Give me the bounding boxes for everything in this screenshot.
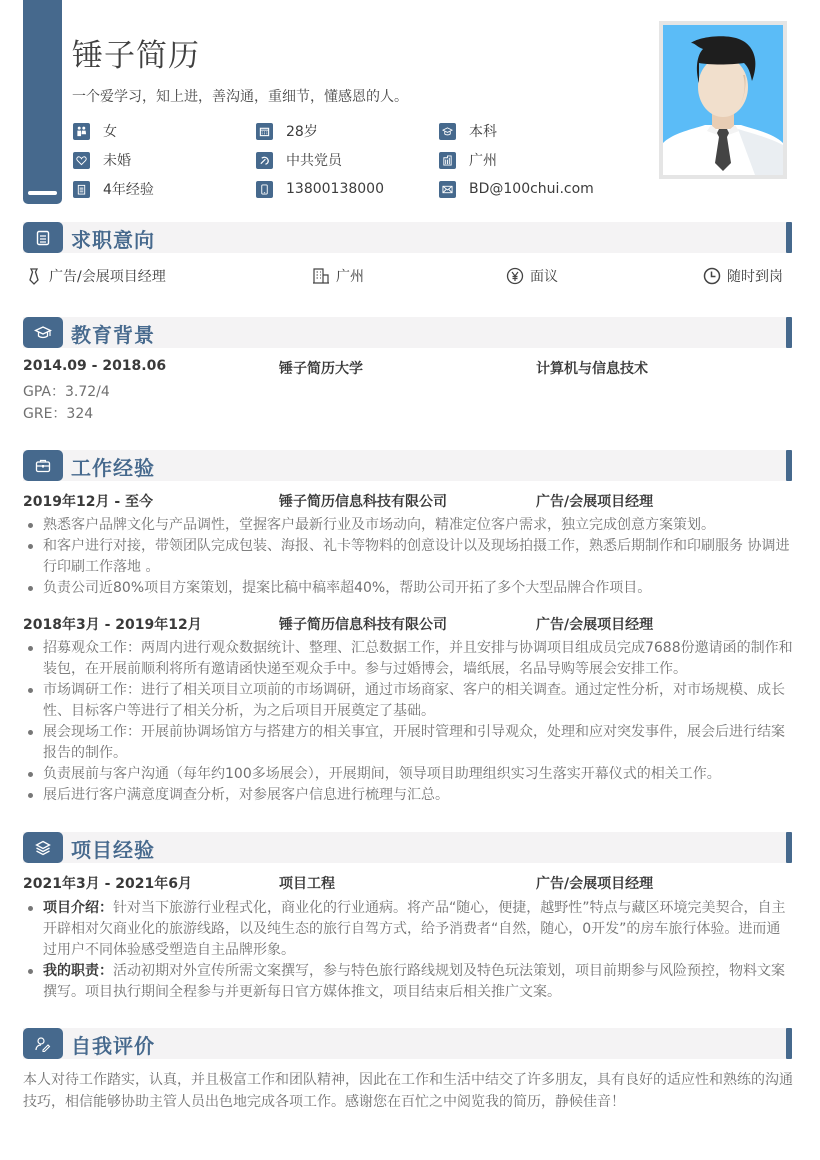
project-name: 项目工程 [279,876,335,892]
building-icon [312,267,330,285]
accent-dash [28,191,57,195]
section-title: 工作经验 [71,456,155,480]
job-row-2 [23,614,792,634]
intent-city: 广州 [312,265,364,287]
heart-icon [73,152,90,169]
self-evaluation-text: 本人对待工作踏实，认真，并且极富工作和团队精神，因此在工作和生活中结交了许多朋友，具有良好的适应性和熟练的沟通技巧，相信能够协助主管人员出色地完成各项工作。感谢您在百忙之中阅览我的简历，静候佳音！ [23,1072,793,1110]
graduation-cap-icon [23,317,63,348]
list-item: 招募观众工作：两周内进行观众数据统计、整理、汇总数据工作，并且安排与协调项目组成员完成7688份邀请函的制作和装包，在开展前顺利将所有邀请函快递至观众手中。参与过婚博会，墙纸展，名品导购等展会安排工作。 [23,638,793,680]
job-period: 2019年12月 - 至今 [23,494,154,510]
education-gpa: GPA：3.72/4 [23,384,110,400]
section-header-education [23,317,792,348]
info-experience: 4年经验 [73,178,154,200]
info-marital: 未婚 [73,149,131,171]
intent-availability: 随时到岗 [703,265,783,287]
project-bullets [23,898,793,1003]
info-politics: 中共党员 [256,149,342,171]
building-icon [439,152,456,169]
info-degree: 本科 [439,120,497,142]
list-item: 负责展前与客户沟通（每年约100多场展会），开展期间，领导项目助理组织实习生落实开幕仪式的相关工作。 [23,764,793,785]
job-company: 锤子简历信息科技有限公司 [279,617,447,633]
info-city: 广州 [439,149,497,171]
list-item: 熟悉客户品牌文化与产品调性，堂握客户最新行业及市场动向，精准定位客户需求，独立完成创意方案策划。 [23,515,793,536]
left-accent-bar [23,0,62,204]
job-position: 广告/会展项目经理 [536,617,654,633]
education-major: 计算机与信息技术 [536,361,648,377]
project-position: 广告/会展项目经理 [536,876,654,892]
list-item: 项目介绍：针对当下旅游行业程式化，商业化的行业通病。将产品“随心，便捷，越野性”特点与藏区环境完美契合，自主开辟相对欠商业化的旅游线路，以及纯生态的旅行自驾方式，给予消费者“自然，随心，0开发”的房车旅行体验。进而通过用户不同体验感受塑造自主品牌形象。 [23,898,793,961]
job-row-1 [23,491,792,511]
phone-number[interactable]: 13800138000 [286,181,384,197]
section-end-bar [786,317,792,348]
bullet-label: 项目介绍： [43,900,113,916]
section-end-bar [786,1028,792,1059]
bullet-label: 我的职责： [43,963,113,979]
list-item: 我的职责：活动初期对外宣传所需文案撰写，参与特色旅行路线规划及特色玩法策划，项目前期参与风险预控，物料文案撰写。项目执行期间全程参与并更新每日官方媒体推文，项目结束后相关推广文案。 [23,961,793,1003]
project-row [23,873,792,893]
clock-icon [703,267,721,285]
intent-position: 广告/会展项目经理 [25,265,166,287]
job-1-bullets [23,515,793,599]
section-header-intent [23,222,792,253]
info-age: 28岁 [256,120,318,142]
clipboard-icon [73,181,90,198]
section-title: 求职意向 [71,228,155,252]
section-end-bar [786,832,792,863]
clipboard-icon [23,222,63,253]
list-item: 和客户进行对接，带领团队完成包装、海报、礼卡等物料的创意设计以及现场拍摄工作，熟悉后期制作和印刷服务 协调进行印刷工作落地 。 [23,536,793,578]
profile-photo [659,21,787,179]
layers-icon [23,832,63,863]
info-gender: 女 [73,120,117,142]
job-period: 2018年3月 - 2019年12月 [23,617,202,633]
briefcase-icon [23,450,63,481]
intent-salary: 面议 [506,265,558,287]
education-school: 锤子简历大学 [279,361,363,377]
list-item: 展会现场工作：开展前协调场馆方与搭建方的相关事宜，开展时管理和引导观众，处理和应对突发事件，展会后进行结案报告的制作。 [23,722,793,764]
section-header-project [23,832,792,863]
calendar-icon [256,123,273,140]
education-gre: GRE：324 [23,406,94,422]
info-phone [256,178,384,200]
education-period: 2014.09 - 2018.06 [23,358,167,374]
mail-icon [439,181,456,198]
graduation-icon [439,123,456,140]
list-item: 展后进行客户满意度调查分析，对参展客户信息进行梳理与汇总。 [23,785,793,806]
job-company: 锤子简历信息科技有限公司 [279,494,447,510]
job-2-bullets [23,638,793,806]
yen-icon [506,267,524,285]
list-item: 市场调研工作：进行了相关项目立项前的市场调研，通过市场商家、客户的相关调查。通过定性分析，对市场规模、成长性、目标客户等进行了相关分析，为之后项目开展奠定了基础。 [23,680,793,722]
project-period: 2021年3月 - 2021年6月 [23,876,192,892]
section-title: 自我评价 [71,1034,155,1058]
job-intent-row [25,265,785,287]
section-header-work [23,450,792,481]
resume-name: 锤子简历 [72,38,200,74]
email-address[interactable]: BD@100chui.com [469,181,594,197]
gender-icon [73,123,90,140]
user-edit-icon [23,1028,63,1059]
section-header-self [23,1028,792,1059]
section-title: 教育背景 [71,323,155,347]
phone-icon [256,181,273,198]
avatar [663,25,783,175]
education-row [23,358,792,378]
info-email [439,178,594,200]
party-icon [256,152,273,169]
section-end-bar [786,450,792,481]
motto: 一个爱学习，知上进，善沟通，重细节，懂感恩的人。 [72,89,408,105]
section-end-bar [786,222,792,253]
job-position: 广告/会展项目经理 [536,494,654,510]
tie-icon [25,267,43,285]
list-item: 负责公司近80%项目方案策划，提案比稿中稿率超40%，帮助公司开拓了多个大型品牌合作项目。 [23,578,793,599]
section-title: 项目经验 [71,838,155,862]
